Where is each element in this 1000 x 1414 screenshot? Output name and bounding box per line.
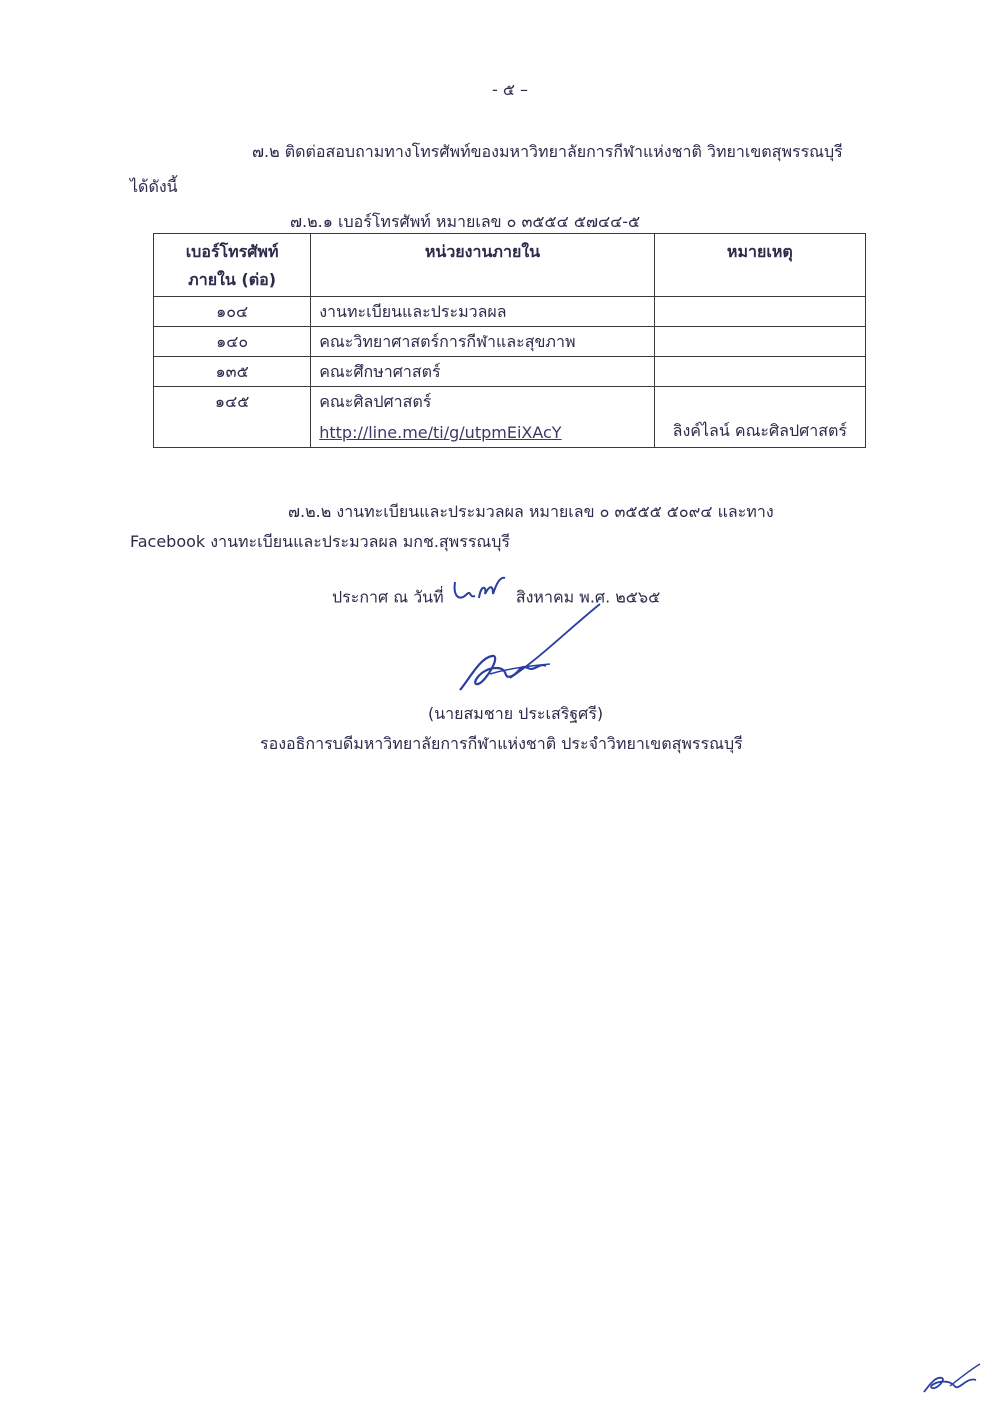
table-caption: ๗.๒.๑ เบอร์โทรศัพท์ หมายเลข ๐ ๓๕๕๔ ๕๗๔๔-๕	[290, 212, 641, 231]
row-note	[654, 297, 865, 327]
row-unit-cell	[311, 387, 654, 448]
header-ext	[154, 234, 311, 297]
section-intro-line2: ได้ดังนี้	[130, 177, 178, 196]
header-unit: หน่วยงานภายใน	[311, 234, 654, 297]
row-unit: งานทะเบียนและประมวลผล	[311, 297, 654, 327]
signer-position: รองอธิการบดีมหาวิทยาลัยการกีฬาแห่งชาติ ประจำวิทยาเขตสุพรรณบุรี	[260, 734, 743, 753]
page-initial-mark	[920, 1362, 982, 1400]
header-note: หมายเหตุ	[654, 234, 865, 297]
header-ext-line2: ภายใน (ต่อ)	[188, 270, 277, 289]
header-ext-line1: เบอร์โทรศัพท์	[185, 242, 279, 261]
row-note: ลิงค์ไลน์ คณะศิลปศาสตร์	[654, 387, 865, 448]
section2-line1: ๗.๒.๒ งานทะเบียนและประมวลผล หมายเลข ๐ ๓๕๕๕ ๕๐๙๔ และทาง	[288, 502, 774, 521]
announcement-suffix: สิงหาคม พ.ศ. ๒๕๖๕	[515, 587, 661, 607]
table-row	[154, 387, 866, 448]
row-ext: ๑๐๔	[154, 297, 311, 327]
table-row	[154, 297, 866, 327]
page-number: - ๕ –	[492, 80, 529, 99]
initial-signature-icon	[920, 1362, 982, 1396]
row-note	[654, 357, 865, 387]
row-note	[654, 327, 865, 357]
section-intro-line1: ๗.๒ ติดต่อสอบถามทางโทรศัพท์ของมหาวิทยาลัยการกีฬาแห่งชาติ วิทยาเขตสุพรรณบุรี	[252, 142, 843, 161]
line-group-link[interactable]: http://line.me/ti/g/utpmEiXAcY	[319, 423, 562, 442]
signature-icon	[450, 598, 610, 698]
row-ext: ๑๔๐	[154, 327, 311, 357]
table-row	[154, 327, 866, 357]
row-ext: ๑๓๕	[154, 357, 311, 387]
signer-name: (นายสมชาย ประเสริฐศรี)	[428, 704, 604, 723]
row-unit: คณะวิทยาศาสตร์การกีฬาและสุขภาพ	[311, 327, 654, 357]
row-ext: ๑๔๕	[154, 387, 311, 448]
row-unit: คณะศึกษาศาสตร์	[311, 357, 654, 387]
table-header-row	[154, 234, 866, 297]
signature	[450, 598, 610, 702]
table-row	[154, 357, 866, 387]
announcement-prefix: ประกาศ ณ วันที่	[332, 587, 444, 607]
contact-table	[153, 233, 866, 448]
row-unit: คณะศิลปศาสตร์	[319, 392, 432, 411]
section2-line2: Facebook งานทะเบียนและประมวลผล มกช.สุพรรณบุรี	[130, 532, 511, 551]
